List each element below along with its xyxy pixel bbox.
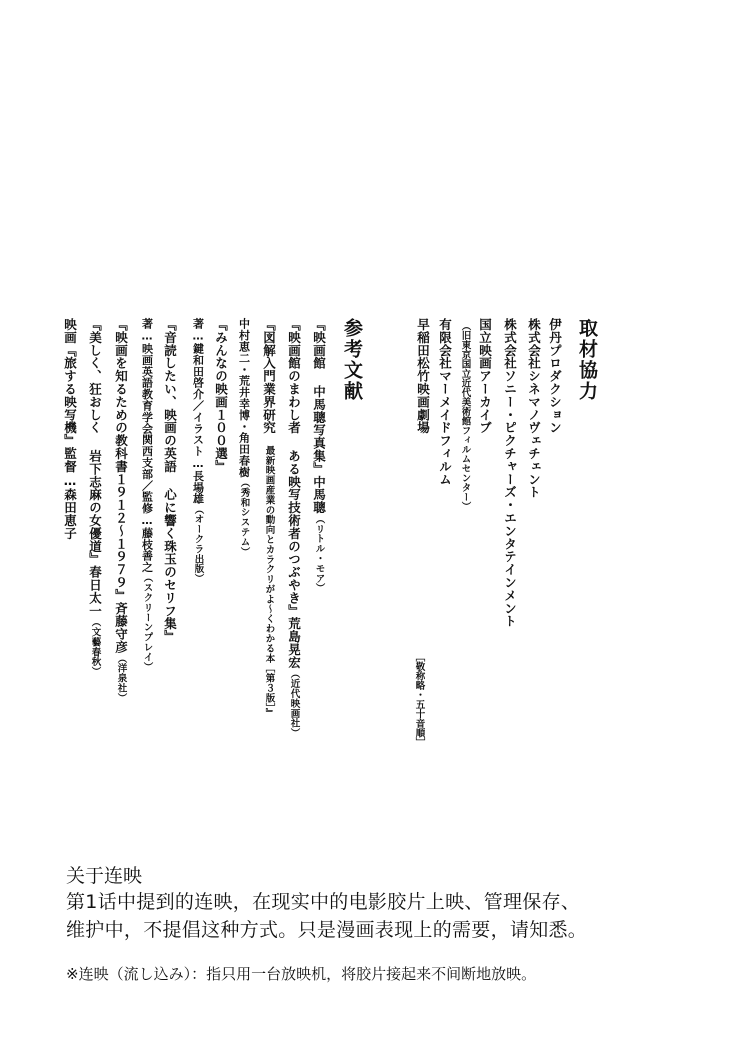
note-title: 关于连映 [66, 865, 143, 887]
reference-authors: 中村恵二・荒井幸博・角田春樹 [237, 318, 251, 478]
reference-main: 『図解入門業界研究 [261, 318, 277, 435]
reference-item [63, 318, 76, 540]
reference-main: 『音読したい、映画の英語 心に響く珠玉のセリフ集』 [162, 318, 178, 643]
reference-publisher: （洋泉社） [115, 653, 127, 703]
credit-item: 伊丹プロダクション [547, 318, 563, 435]
note-line-1: 第1话中提到的连映，在现实中的电影胶片上映、管理保存、 [66, 891, 581, 913]
credit-item: 株式会社シネマノヴェチェント [526, 318, 542, 499]
credits-heading: 取材協力 [576, 318, 598, 402]
references-heading: 参考文献 [341, 318, 363, 402]
credits-note: ［敬称略・五十音順］ [413, 652, 425, 747]
reference-item [312, 318, 325, 593]
reference-authors: 著…鍵和田啓介／イラスト…長場雄 [191, 318, 205, 505]
reference-main: 映画『旅する映写機』監督…森田恵子 [62, 318, 78, 540]
reference-main: 『映画を知るための教科書１９１２〜１９７９』斉藤守彦 [113, 318, 129, 654]
reference-item [163, 318, 176, 643]
reference-authors: 著…映画英語教育学会関西支部／監修…藤枝善之 [140, 318, 154, 573]
credit-item: 国立映画アーカイブ [477, 318, 493, 435]
reference-publisher: （リトル・モア） [313, 514, 325, 594]
credit-item-note: （旧東京国立近代美術館フィルムセンター） [459, 321, 471, 511]
reference-item [140, 318, 153, 672]
credit-item: 早稲田松竹映画劇場 [415, 318, 431, 435]
reference-publisher: （スクリーンプレイ） [141, 572, 153, 672]
reference-main: 『映画館のまわし者 ある映写技術者のつぶやき』荒島晃宏 [286, 318, 302, 669]
reference-item [237, 318, 250, 557]
reference-item [114, 318, 127, 703]
reference-main: 『美しく、狂おしく 岩下志麻の女優道』春日太一 [87, 318, 103, 618]
credit-item: 有限会社マーメイドフィルム [437, 318, 453, 486]
credit-item: 株式会社ソニー・ピクチャーズ・エンタテインメント [502, 318, 518, 628]
reference-publisher: （文藝春秋） [89, 617, 101, 677]
reference-main: 『みんなの映画１００選』 [213, 318, 229, 473]
note-line-2: 维护中，不提倡这种方式。只是漫画表现上的需要，请知悉。 [66, 919, 588, 941]
reference-publisher: （秀和システム） [238, 477, 250, 557]
reference-item [88, 318, 101, 677]
reference-main: 『映画館 中馬聰写真集』中馬聰 [311, 318, 327, 514]
reference-publisher: （近代映画社） [288, 668, 300, 739]
reference-item [262, 318, 275, 718]
reference-subtitle: 最新映画産業の動向とカラクリがよ〜くわかる本［第３版］』 [263, 434, 275, 718]
reference-item [191, 318, 204, 584]
reference-item [287, 318, 300, 738]
reference-item [214, 318, 227, 473]
reference-publisher: （オークラ出版） [192, 504, 204, 584]
note-footnote: ※连映（流し込み）：指只用一台放映机，将胶片接起来不间断地放映。 [66, 965, 537, 983]
